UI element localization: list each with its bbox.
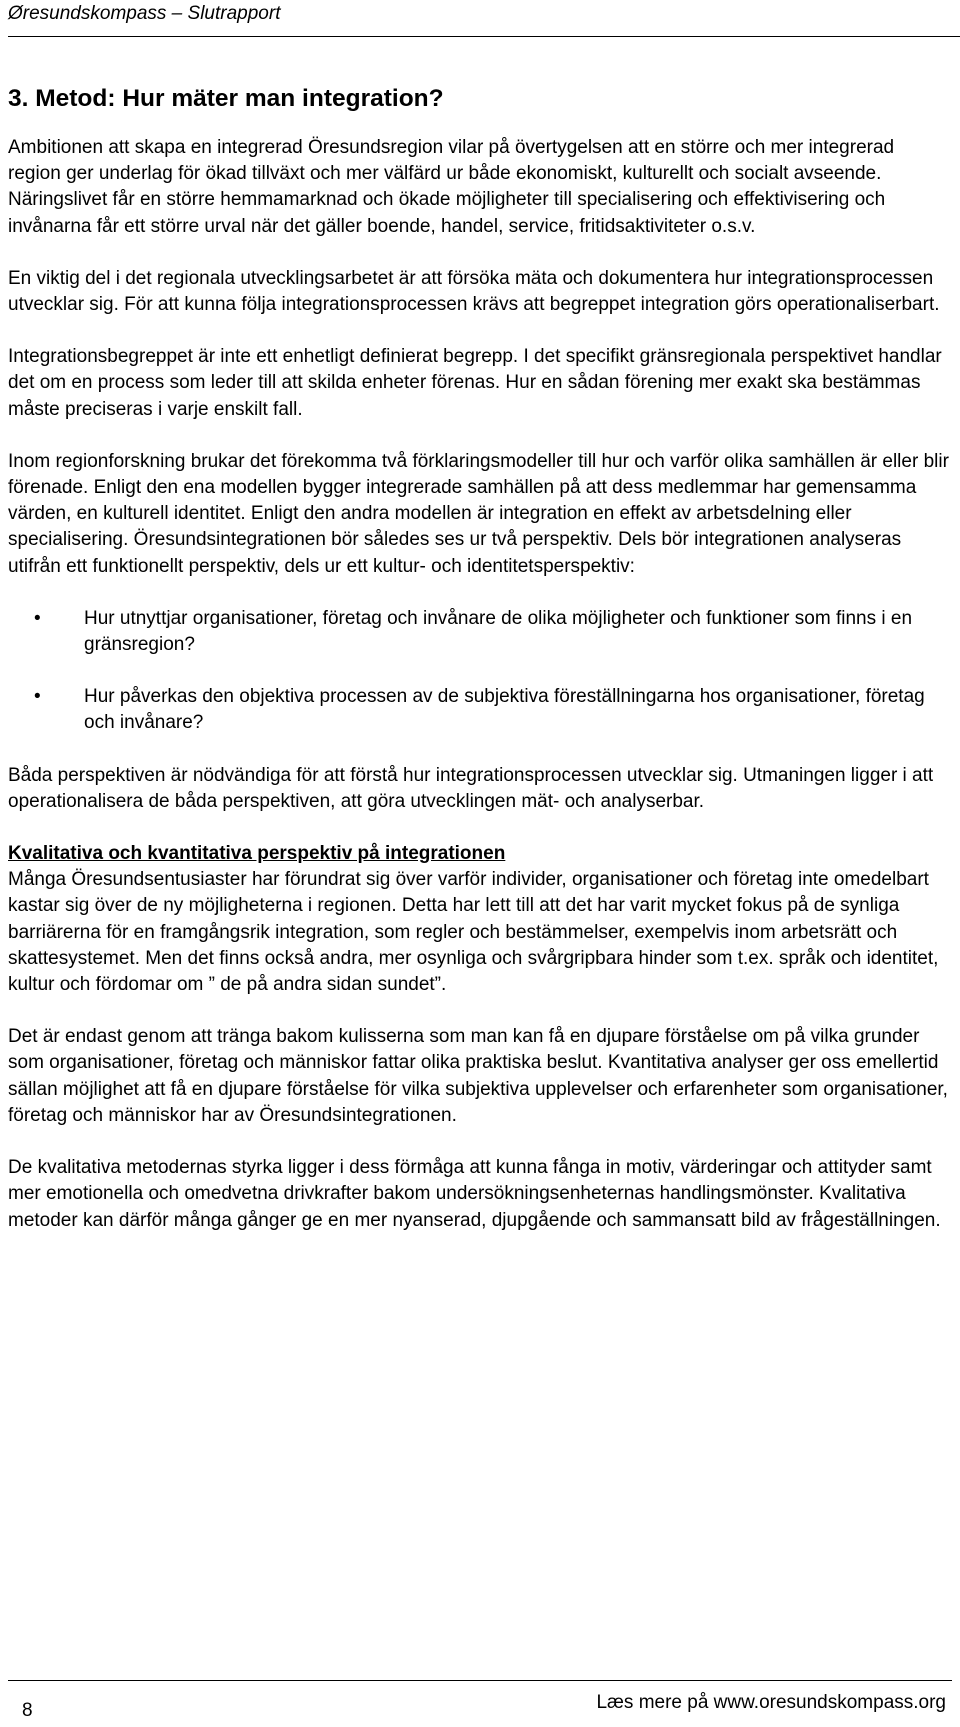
paragraph: Integrationsbegreppet är inte ett enhetligt definierat begrepp. I det specifikt gränsregionala perspektivet handlar det om en process som leder till att skilda enheter förenas. Hur en sådan förening mer exakt ska bestämmas måste preciseras i varje enskilt fall.: [8, 346, 942, 420]
paragraph: Båda perspektiven är nödvändiga för att förstå hur integrationsprocessen utvecklar sig. Utmaningen ligger i att operationalisera de båda perspektiven, att göra utvecklingen mät- och analyserbar.: [8, 764, 934, 812]
paragraph: Det är endast genom att tränga bakom kulisserna som man kan få en djupare förståelse om på vilka grunder som organisationer, företag och människor fattar olika praktiska beslut. Kvantitativa analyser ger oss emellertid sällan möjlighet att få en djupare förståelse för vilka subjektiva upplevelser och erfarenheter som organisationer, företag och människor har av Öresundsintegrationen.: [8, 1026, 948, 1126]
paragraph: Inom regionforskning brukar det förekomma två förklaringsmodeller till hur och varför olika samhällen är eller blir förenade. Enligt den ena modellen bygger integrerade samhällen på att dess medlemmar har gemensamma värden, en kulturell identitet. Enligt den andra modellen är integration en effekt av arbetsdelning eller specialisering. Öresundsintegrationen bör således ses ur två perspektiv. Dels bör integrationen analyseras utifrån ett funktionellt perspektiv, dels ur ett kultur- och identitetsperspektiv:: [8, 450, 949, 577]
list-item-text: Hur påverkas den objektiva processen av de subjektiva föreställningarna hos organisationer, företag och invånare?: [84, 686, 925, 734]
footer-website-link[interactable]: Læs mere på www.oresundskompass.org: [596, 1692, 946, 1713]
document-body: [8, 84, 952, 1260]
list-item: [8, 684, 952, 736]
list-item-text: Hur utnyttjar organisationer, företag och invånare de olika möjligheter och funktioner som finns i en gränsregion?: [84, 607, 913, 656]
bullet-icon: •: [34, 607, 41, 629]
paragraph: Ambitionen att skapa en integrerad Öresundsregion vilar på övertygelsen att en större och mer integrerad region ger underlag för ökad tillväxt och mer välfärd ur både ekonomiskt, kulturellt och socialt avseende. Näringslivet får en större hemmamarknad och ökade möjligheter till specialisering och effektivisering och invånarna får ett större urval när det gäller boende, handel, service, fritidsaktiviteter o.s.v.: [8, 137, 895, 237]
page-header: [8, 0, 960, 37]
header-title: Øresundskompass – Slutrapport: [8, 3, 281, 24]
list-item: [8, 606, 952, 658]
section-heading: 3. Metod: Hur mäter man integration?: [8, 85, 444, 112]
paragraph: Många Öresundsentusiaster har förundrat sig över varför individer, organisationer och företag inte omedelbart kastar sig över de ny möjligheterna i regionen. Detta har lett till att det har varit mycket fokus på de synliga barriärerna för en framgångsrik integration, som regler och bestämmelser, exempelvis inom arbetsrätt och skattesystemet. Men det finns också andra, mer osynliga och svårgripbara hinder som t.ex. språk och identitet, kultur och fördomar om ” de på andra sidan sundet”.: [8, 869, 939, 996]
page-number: 8: [22, 1700, 33, 1721]
page-footer: [8, 1680, 952, 1726]
paragraph: De kvalitativa metodernas styrka ligger i dess förmåga att kunna fånga in motiv, värderingar och attityder samt mer emotionella och omedvetna drivkrafter bakom undersökningsenheternas handlingsmönster. Kvalitativa metoder kan därför många gånger ge en mer nyanserad, djupgående och sammansatt bild av frågeställningen.: [8, 1157, 941, 1231]
bullet-list: [8, 606, 952, 737]
paragraph: En viktig del i det regionala utvecklingsarbetet är att försöka mäta och dokumentera hur integrationsprocessen utvecklar sig. För att kunna följa integrationsprocessen krävs att begreppet integration görs operationaliserbart.: [8, 267, 940, 316]
subsection-heading: Kvalitativa och kvantitativa perspektiv på integrationen: [8, 843, 506, 865]
bullet-icon: •: [34, 686, 41, 708]
